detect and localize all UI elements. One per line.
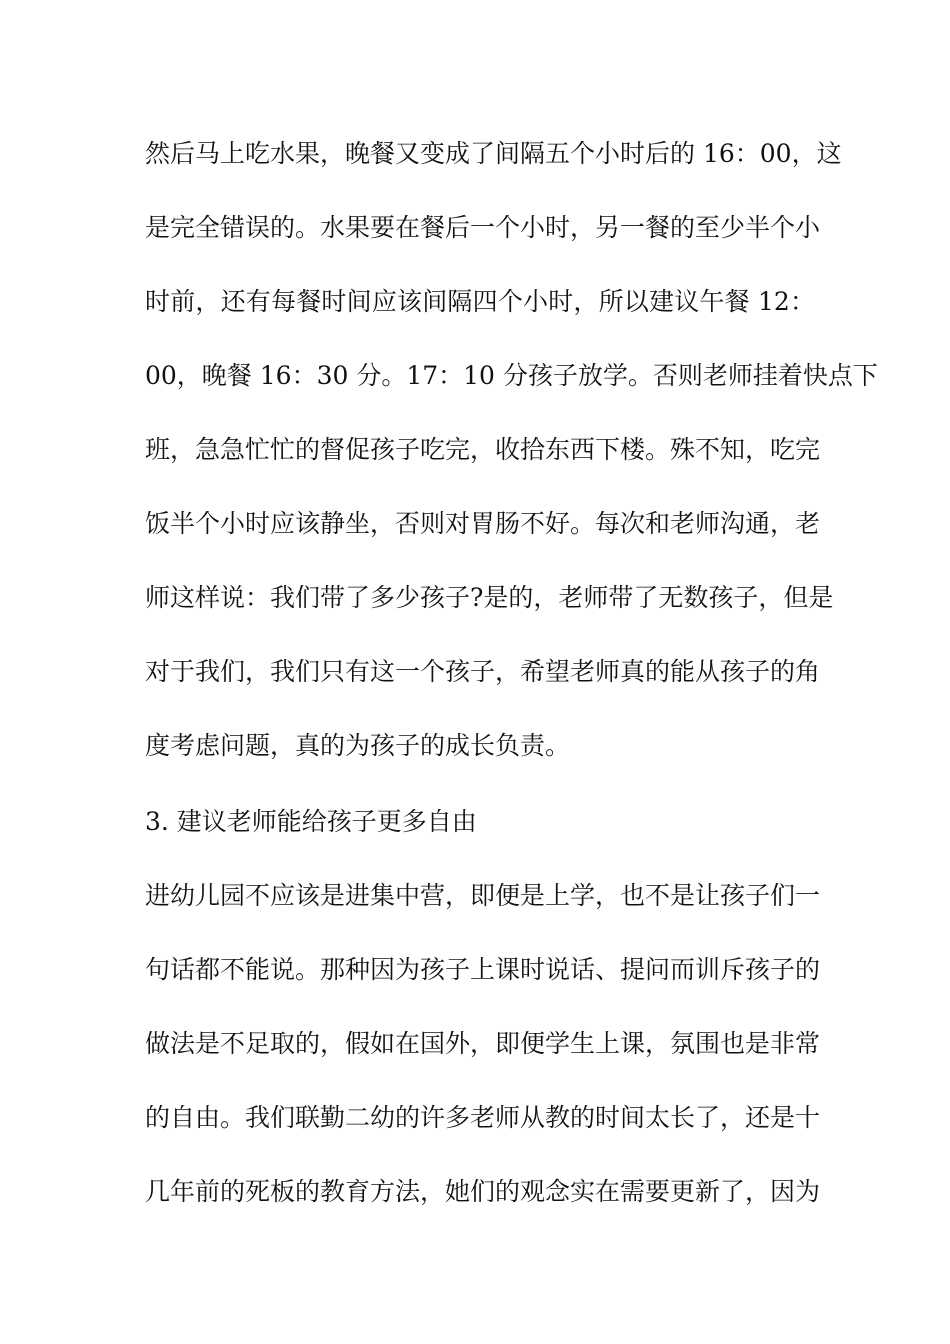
paragraph-line: 对于我们，我们只有这一个孩子，希望老师真的能从孩子的角	[145, 657, 821, 686]
paragraph-line: 的自由。我们联勤二幼的许多老师从教的时间太长了，还是十	[145, 1103, 821, 1132]
paragraph-line: 几年前的死板的教育方法，她们的观念实在需要更新了，因为	[145, 1177, 821, 1206]
paragraph-line: 00，晚餐 16：30 分。17：10 分孩子放学。否则老师挂着快点下	[145, 361, 878, 390]
paragraph-line: 师这样说：我们带了多少孩子?是的，老师带了无数孩子，但是	[145, 583, 834, 612]
paragraph-line: 度考虑问题，真的为孩子的成长负责。	[145, 731, 571, 760]
section-heading: 3. 建议老师能给孩子更多自由	[145, 807, 477, 836]
paragraph-line: 句话都不能说。那种因为孩子上课时说话、提问而训斥孩子的	[145, 955, 821, 984]
paragraph-line: 进幼儿园不应该是进集中营，即便是上学，也不是让孩子们一	[145, 881, 821, 910]
paragraph-line: 时前，还有每餐时间应该间隔四个小时，所以建议午餐 12：	[145, 287, 815, 316]
paragraph-line: 饭半个小时应该静坐，否则对胃肠不好。每次和老师沟通，老	[145, 509, 821, 538]
paragraph-line: 然后马上吃水果，晚餐又变成了间隔五个小时后的 16：00，这	[145, 139, 842, 168]
paragraph-line: 做法是不足取的，假如在国外，即便学生上课，氛围也是非常	[145, 1029, 821, 1058]
paragraph-line: 是完全错误的。水果要在餐后一个小时，另一餐的至少半个小	[145, 213, 821, 242]
paragraph-line: 班，急急忙忙的督促孩子吃完，收拾东西下楼。殊不知，吃完	[145, 435, 821, 464]
